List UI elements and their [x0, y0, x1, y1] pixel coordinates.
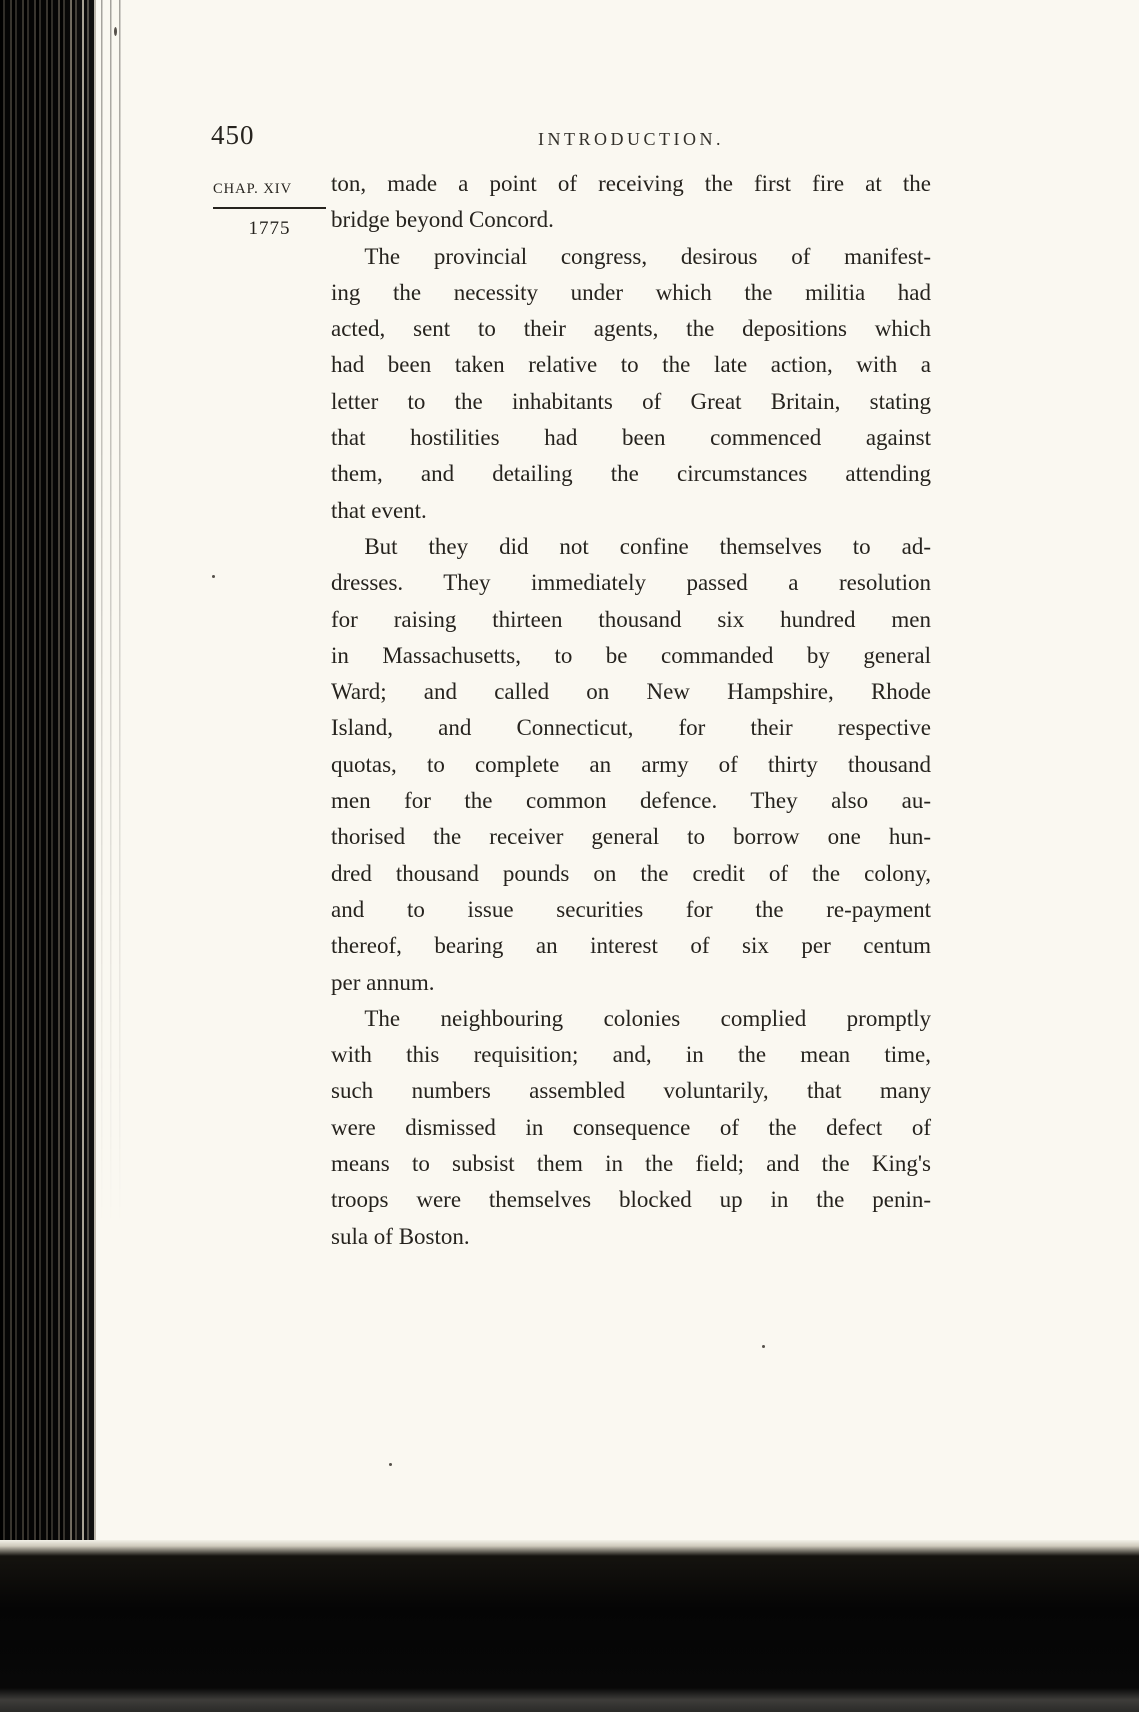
scan-streaks-artifact — [92, 0, 126, 1233]
text-line: ing the necessity under which the militia had — [331, 279, 931, 305]
text-line: had been taken relative to the late action, with a — [331, 352, 931, 378]
text-line: ton, made a point of receiving the first fire at the — [331, 171, 931, 196]
text-line: means to subsist them in the field; and the King's — [331, 1151, 931, 1177]
text-line: in Massachusetts, to be commanded by general — [331, 642, 931, 668]
text-column — [331, 166, 931, 1255]
paragraph — [331, 1001, 931, 1255]
text-line: that hostilities had been commenced against — [331, 425, 931, 451]
margin-notes — [213, 181, 326, 240]
text-line: Island, and Connecticut, for their respective — [331, 715, 931, 741]
scan-speck — [212, 575, 215, 578]
text-line: and to issue securities for the re-payment — [331, 896, 931, 922]
text-line: The provincial congress, desirous of manifest- — [364, 243, 931, 269]
scan-speck — [114, 27, 117, 36]
text-line: such numbers assembled voluntarily, that many — [331, 1078, 931, 1104]
text-line: thereof, bearing an interest of six per centum — [331, 933, 931, 959]
scan-bottom-artifact — [0, 1540, 1139, 1712]
text-line: dresses. They immediately passed a resolution — [331, 570, 931, 596]
text-line: troops were themselves blocked up in the penin- — [331, 1187, 931, 1213]
page-number: 450 — [211, 120, 255, 150]
text-line: that event. — [331, 497, 427, 523]
text-line: Ward; and called on New Hampshire, Rhode — [331, 679, 931, 705]
paragraph — [331, 166, 931, 239]
scan-gutter-artifact — [0, 0, 96, 1712]
text-line: dred thousand pounds on the credit of the colony, — [331, 860, 931, 886]
running-header: INTRODUCTION. — [538, 129, 724, 149]
text-line: were dismissed in consequence of the defect of — [331, 1114, 931, 1140]
scan-speck — [762, 1345, 765, 1348]
text-line: with this requisition; and, in the mean time, — [331, 1042, 931, 1068]
chapter-heading: CHAP. XIV — [213, 181, 326, 209]
text-line: per annum. — [331, 969, 435, 995]
text-line: The neighbouring colonies complied promptly — [364, 1005, 931, 1031]
paragraph — [331, 529, 931, 1001]
text-line: quotas, to complete an army of thirty thousand — [331, 751, 931, 777]
scan-speck — [389, 1463, 392, 1466]
text-line: acted, sent to their agents, the depositions which — [331, 316, 931, 342]
paragraph — [331, 239, 931, 529]
text-line: thorised the receiver general to borrow one hun- — [331, 824, 931, 850]
text-line: But they did not confine themselves to ad- — [364, 533, 931, 559]
text-line: sula of Boston. — [331, 1223, 470, 1249]
text-line: men for the common defence. They also au- — [331, 788, 931, 814]
text-line: them, and detailing the circumstances attending — [331, 461, 931, 487]
text-line: bridge beyond Concord. — [331, 207, 554, 233]
margin-year: 1775 — [248, 218, 291, 239]
text-line: for raising thirteen thousand six hundred men — [331, 606, 931, 632]
text-line: letter to the inhabitants of Great Britain, stating — [331, 388, 931, 414]
